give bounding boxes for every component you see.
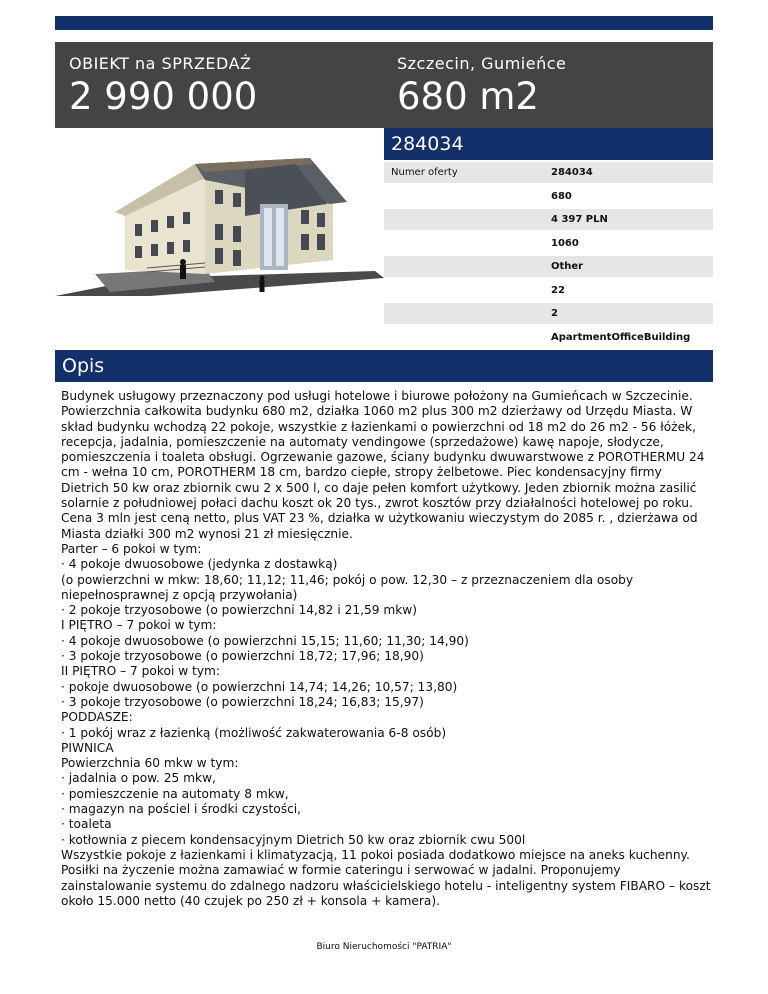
description-paragraph: · pomieszczenie na automaty 8 mkw,: [61, 786, 289, 801]
description-paragraph: II PIĘTRO – 7 pokoi w tym:: [61, 664, 221, 679]
details-table: [384, 162, 713, 350]
description-paragraph: · 1 pokój wraz z łazienką (możliwość zakwaterowania 6-8 osób): [61, 725, 447, 740]
details-key: [384, 233, 546, 254]
details-row: [384, 209, 713, 230]
description-paragraph: Wszystkie pokoje z łazienkami i klimatyzacją, 11 pokoi posiada dodatkowo miejsce na aneks kuchenny. Posiłki na życzenie można zamawiać w formie cateringu i serwować w jadalni. Proponujemy zainstalowanie systemu do zdalnego nadzoru właścicielskiego hotelu - inteligentny system FIBARO – koszt około 15.000 netto (40 czujek po 250 zł + konsola + kamera).: [61, 847, 711, 908]
details-value: 680: [551, 190, 572, 202]
description-paragraph: (o powierzchni w mkw: 18,60; 11,12; 11,46; pokój o pow. 12,30 – z przeznaczeniem dla osoby niepełnosprawnej z opcją przywołania): [61, 572, 634, 602]
details-value: 1060: [551, 237, 579, 249]
details-key: [384, 256, 546, 277]
top-accent-bar: [55, 16, 713, 30]
details-row: [384, 327, 713, 348]
description-paragraph: · 3 pokoje trzyosobowe (o powierzchni 18,72; 17,96; 18,90): [61, 649, 424, 664]
details-key: [384, 303, 546, 324]
details-row: [384, 186, 713, 207]
details-key: [384, 186, 546, 207]
description-paragraph: Cena 3 mln jest ceną netto, plus VAT 23 %, działka w użytkowaniu wieczystym do 2085 r. , dzierżawa od Miasta działki 300 m2 wynosi 21 zł miesięcznie.: [61, 511, 698, 541]
details-row: [384, 280, 713, 301]
description-paragraph: · 4 pokoje dwuosobowe (jedynka z dostawką): [61, 557, 338, 572]
listing-header: [55, 42, 713, 128]
description-paragraph: Parter – 6 pokoi w tym:: [61, 541, 202, 556]
offer-id-bar: 284034: [384, 128, 713, 160]
description-paragraph: Budynek usługowy przeznaczony pod usługi hotelowe i biurowe położony na Gumieńcach w Szczecinie. Powierzchnia całkowita budynku 680 m2, działka 1060 m2 plus 300 m2 dzierżawy od Urzędu Miasta. W skład budynku wchodzą 22 pokoje, wszystkie z łazienkami o powierzchni od 18 m2 do 26 m2 - 56 łóżek, recepcja, jadalnia, pomieszczenie na automaty vendingowe (sprzedażowe) kawę napoje, słodycze, pomieszczenia i toaleta obsługi. Ogrzewanie gazowe, ściany budynku dwuwarstwowe z POROTHERMU 24 cm - wełna 10 cm, POROTHERM 18 cm, bardzo ciepłe, stropy żelbetowe. Piec kondensacyjny firmy Dietrich 50 kw oraz zbiornik cwu 2 x 500 l, co daje pełen komfort użytkowy. Jeden zbiornik można zasilić solarnie z południowej połaci dachu koszt ok 20 tys., zwrot kosztów przy działalności hotelowej po roku.: [61, 389, 705, 511]
details-key: [384, 209, 546, 230]
details-value: 4 397 PLN: [551, 214, 608, 225]
price-value: 2 990 000: [69, 75, 258, 118]
price-block: [69, 54, 257, 119]
details-value: 2: [551, 308, 558, 319]
footer-agency: Biuro Nieruchomości "PATRIA": [316, 942, 452, 952]
details-key: Numer oferty: [391, 167, 458, 178]
description-paragraph: PIWNICA: [61, 740, 114, 755]
description-paragraph: · toaleta: [61, 817, 112, 832]
description-paragraph: I PIĘTRO – 7 pokoi w tym:: [61, 618, 217, 633]
details-key: [384, 327, 546, 348]
description-paragraph: · jadalnia o pow. 25 mkw,: [61, 771, 216, 786]
listing-type-label: OBIEKT na SPRZEDAŻ: [69, 54, 252, 73]
details-row: [384, 162, 713, 183]
description-paragraph: · pokoje dwuosobowe (o powierzchni 14,74; 14,26; 10,57; 13,80): [61, 679, 458, 694]
description-body: [61, 389, 711, 909]
details-row: [384, 256, 713, 277]
location-block: [397, 54, 566, 119]
details-value: 284034: [551, 167, 593, 178]
details-row: [384, 303, 713, 324]
details-value: Other: [551, 261, 584, 272]
details-key: [384, 280, 546, 301]
description-paragraph: PODDASZE:: [61, 710, 133, 725]
location-label: Szczecin, Gumieńce: [397, 54, 567, 73]
description-paragraph: · 3 pokoje trzyosobowe (o powierzchni 18,24; 16,83; 15,97): [61, 694, 424, 709]
description-paragraph: · kotłownia z piecem kondensacyjnym Dietrich 50 kw oraz zbiornik cwu 500l: [61, 832, 526, 847]
area-value: 680 m2: [397, 75, 539, 118]
description-header: Opis: [55, 350, 713, 382]
details-value: 22: [551, 284, 565, 296]
description-paragraph: · magazyn na pościel i środki czystości,: [61, 802, 302, 817]
description-paragraph: · 2 pokoje trzyosobowe (o powierzchni 14,82 i 21,59 mkw): [61, 603, 417, 618]
building-image: [55, 128, 384, 298]
description-paragraph: · 4 pokoje dwuosobowe (o powierzchni 15,15; 11,60; 11,30; 14,90): [61, 633, 469, 648]
details-row: [384, 233, 713, 254]
details-value: ApartmentOfficeBuilding: [551, 331, 691, 343]
description-paragraph: Powierzchnia 60 mkw w tym:: [61, 756, 239, 771]
